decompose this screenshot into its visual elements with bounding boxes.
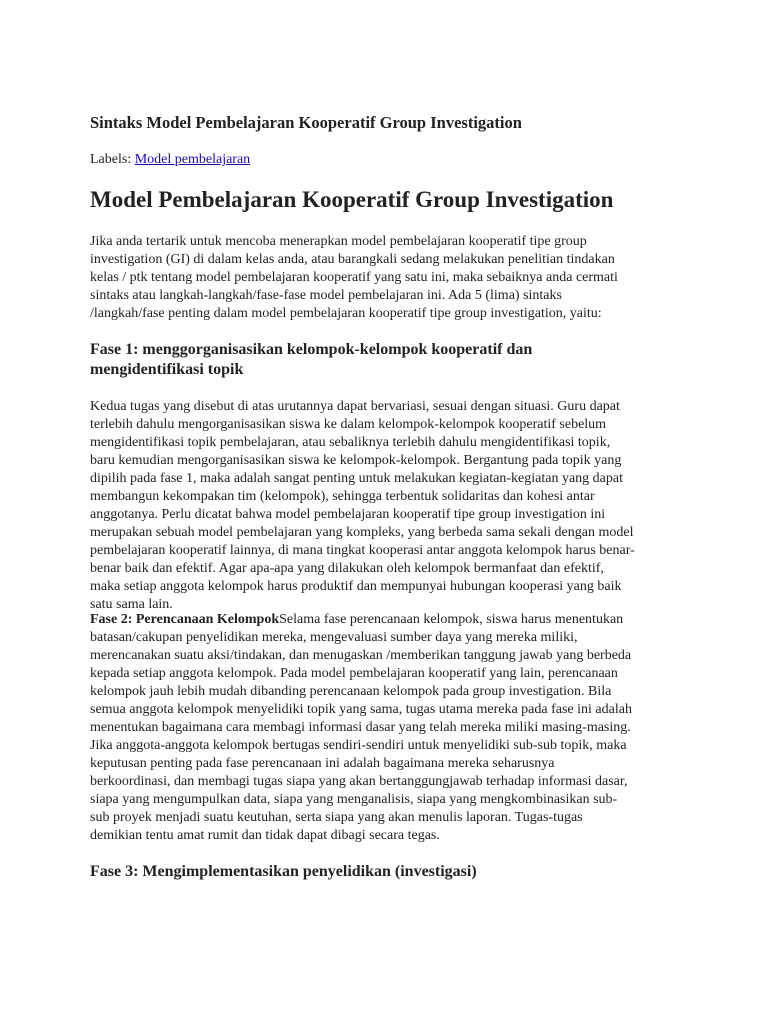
- fase2-line: keputusan penting pada fase perencanaan ini adalah bagaimana mereka seharusnya: [90, 756, 555, 771]
- fase2-line: merencanakan suatu aksi/tindakan, dan menugaskan /memberikan tanggung jawab yang berbeda: [90, 648, 632, 663]
- article-title: Model Pembelajaran Kooperatif Group Investigation: [90, 187, 614, 212]
- labels-line: [90, 151, 690, 169]
- post-title: Sintaks Model Pembelajaran Kooperatif Group Investigation: [90, 113, 522, 132]
- fase2-line: menentukan bagaimana cara membagi informasi dasar yang telah mereka miliki masing-masing.: [90, 720, 631, 735]
- fase2-line: siapa yang mengumpulkan data, siapa yang menganalisis, siapa yang mengkombinasikan sub-: [90, 792, 618, 807]
- fase1-line: anggotanya. Perlu dicatat bahwa model pembelajaran kooperatif tipe group investigation ini: [90, 507, 606, 522]
- fase1-paragraph: [90, 398, 690, 614]
- intro-line: investigation (GI) di dalam kelas anda, atau barangkali sedang melakukan penelitian tindakan: [90, 252, 615, 267]
- fase2-first-line-text: Selama fase perencanaan kelompok, siswa harus menentukan: [279, 612, 624, 627]
- intro-line: /langkah/fase penting dalam model pembelajaran kooperatif tipe group investigation, yaitu:: [90, 306, 602, 321]
- fase2-line: kelompok jauh lebih mudah dibanding perencanaan kelompok pada group investigation. Bila: [90, 684, 612, 699]
- fase2-line: berkoordinasi, dan membagi tugas siapa yang akan bertanggungjawab terhadap informasi dasar,: [90, 774, 628, 789]
- fase2-paragraph: [90, 611, 690, 845]
- label-link-model-pembelajaran[interactable]: Model pembelajaran: [134, 152, 251, 167]
- fase2-line: batasan/cakupan penyelidikan mereka, mengevaluasi sumber daya yang mereka miliki,: [90, 630, 578, 645]
- fase2-first-line: [90, 611, 690, 629]
- fase2-heading: Fase 2: Perencanaan Kelompok: [90, 612, 280, 627]
- fase1-line: pembelajaran kooperatif lainnya, di mana tingkat kooperasi antar anggota kelompok harus benar-: [90, 543, 635, 558]
- fase1-line: baru kemudian mengorganisasikan siswa ke kelompok-kelompok. Bergantung pada topik yang: [90, 453, 622, 468]
- fase3-heading: Fase 3: Mengimplementasikan penyelidikan (investigasi): [90, 863, 477, 880]
- fase1-heading-line: mengidentifikasi topik: [90, 361, 244, 378]
- fase1-line: dipilih pada fase 1, maka adalah sangat penting untuk melakukan kegiatan-kegiatan yang dapat: [90, 471, 623, 486]
- fase1-line: mengidentifikasi topik pembelajaran, atau sebaliknya terlebih dahulu mengidentifikasi topik,: [90, 435, 611, 450]
- labels-prefix: Labels:: [90, 152, 132, 167]
- intro-line: kelas / ptk tentang model pembelajaran kooperatif yang satu ini, maka sebaiknya anda cermati: [90, 270, 618, 285]
- fase2-line: demikian tentu amat rumit dan tidak dapat dibagi secara tegas.: [90, 828, 440, 843]
- fase1-line: maka setiap anggota kelompok harus produktif dan mempunyai hubungan kooperasi yang baik: [90, 579, 622, 594]
- fase1-heading-line: Fase 1: menggorganisasikan kelompok-kelompok kooperatif dan: [90, 341, 533, 358]
- fase2-line: Jika anggota-anggota kelompok bertugas sendiri-sendiri untuk menyelidiki sub-sub topik, maka: [90, 738, 627, 753]
- fase1-line: membangun kekompakan tim (kelompok), sehingga terbentuk solidaritas dan kohesi antar: [90, 489, 595, 504]
- fase2-line: sub proyek menjadi suatu keutuhan, serta siapa yang akan menulis laporan. Tugas-tugas: [90, 810, 583, 825]
- fase2-line: kepada setiap anggota kelompok. Pada model pembelajaran kooperatif yang lain, perencanaan: [90, 666, 618, 681]
- fase1-line: benar baik dan efektif. Agar apa-apa yang dilakukan oleh kelompok bermanfaat dan efektif,: [90, 561, 604, 576]
- fase2-line: semua anggota kelompok menyelidiki topik yang sama, tugas utama mereka pada fase ini adalah: [90, 702, 632, 717]
- intro-paragraph: [90, 233, 690, 323]
- fase1-line: merupakan sebuah model pembelajaran yang kompleks, yang berbeda sama sekali dengan model: [90, 525, 634, 540]
- intro-line: Jika anda tertarik untuk mencoba menerapkan model pembelajaran kooperatif tipe group: [90, 234, 587, 249]
- fase1-line: terlebih dahulu mengorganisasikan siswa ke dalam kelompok-kelompok kooperatif sebelum: [90, 417, 607, 432]
- fase1-heading: [90, 340, 690, 380]
- intro-line: sintaks atau langkah-langkah/fase-fase model pembelajaran ini. Ada 5 (lima) sintaks: [90, 288, 562, 303]
- fase1-line: satu sama lain.: [90, 597, 173, 612]
- fase1-line: Kedua tugas yang disebut di atas urutannya dapat bervariasi, sesuai dengan situasi. Guru dapat: [90, 399, 620, 414]
